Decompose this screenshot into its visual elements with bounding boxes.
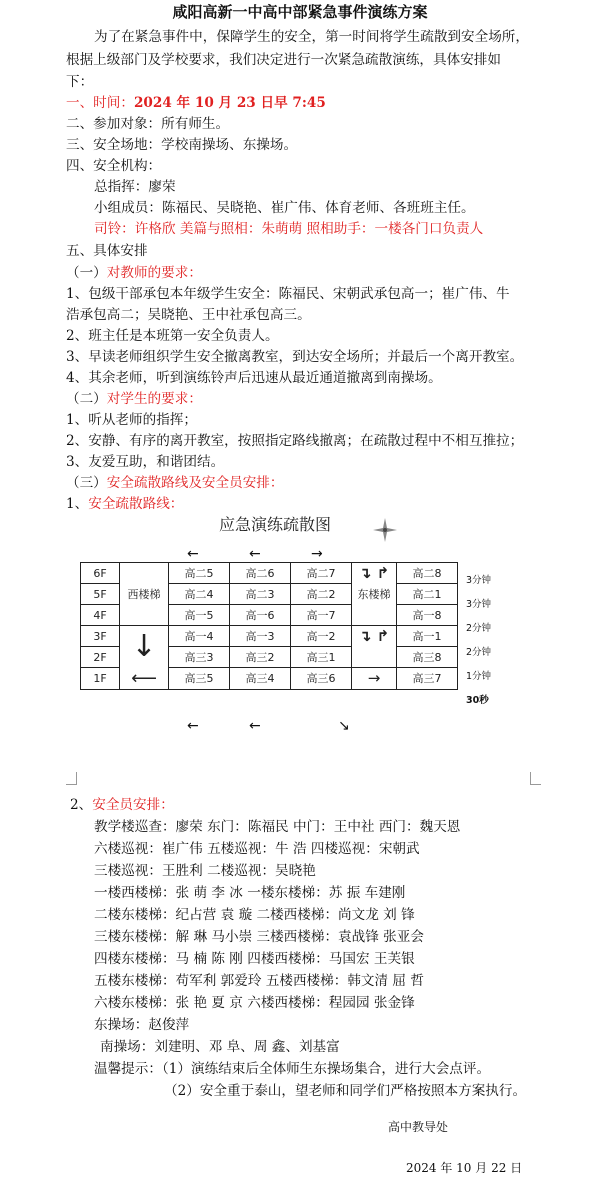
staff-heading [70, 795, 174, 815]
west-stair-upper [120, 563, 169, 626]
classroom: 高一6 [230, 605, 291, 626]
west-exit-cell [120, 668, 169, 690]
east-stair-cell [352, 647, 397, 668]
east-stair-cell [352, 626, 397, 647]
student-req-3: 3、友爱互助，和谐团结。 [66, 454, 225, 470]
patrol-line-2: 六楼巡视：崔广伟 五楼巡视：牛 浩 四楼巡视：宋朝武 [94, 841, 420, 857]
classroom: 高三6 [291, 668, 352, 690]
turn-down-icon: ↴ ↱ [358, 564, 390, 583]
classroom: 高三3 [169, 647, 230, 668]
classroom: 高二2 [291, 584, 352, 605]
evac-time: 1分钟 [466, 671, 492, 682]
east-stair-cell [352, 584, 397, 605]
route-item [66, 494, 183, 514]
route-heading [66, 473, 284, 493]
evac-time: 30秒 [466, 695, 489, 706]
classroom: 高一5 [169, 605, 230, 626]
stair-duty-2: 二楼东楼梯：纪占营 袁 璇 二楼西楼梯：尚文龙 刘 锋 [94, 907, 415, 923]
teacher-requirements-heading [66, 263, 202, 283]
student-heading-text: 对学生的要求： [106, 391, 202, 407]
teacher-heading-number: （一） [66, 265, 107, 281]
stair-duty-5: 五楼东楼梯：苟军利 郭爱玲 五楼西楼梯：韩文清 屈 哲 [94, 973, 424, 989]
page-corner-mark [66, 772, 77, 785]
floor-label: 1F [81, 668, 120, 690]
classroom: 高二8 [397, 563, 458, 584]
classroom: 高一4 [169, 626, 230, 647]
east-field-duty: 东操场：赵俊萍 [94, 1017, 190, 1033]
section-time-label: 一、时间： [66, 95, 134, 111]
intro-line-2: 根据上级部门及学校要求，我们决定进行一次紧急疏散演练，具体安排如 [66, 52, 501, 68]
arrow-left-icon: ← [187, 546, 199, 562]
route-heading-number: （三） [66, 475, 107, 491]
patrol-line-1: 教学楼巡查：廖荣 东门：陈福民 中门：王中社 西门：魏天恩 [94, 819, 461, 835]
intro-line-1: 为了在紧急事件中，保障学生的安全，第一时间将学生疏散到安全场所， [94, 29, 529, 45]
floor-row-1 [81, 668, 458, 690]
stair-duty-4: 四楼东楼梯：马 楠 陈 刚 四楼西楼梯：马国宏 王芙银 [94, 951, 415, 967]
student-requirements-heading [66, 389, 202, 409]
classroom: 高二3 [230, 584, 291, 605]
section-arrangement: 五、具体安排 [66, 243, 148, 259]
arrow-right-icon: → [367, 669, 381, 688]
teacher-req-1b: 浩承包高二；吴晓艳、王中社承包高三。 [66, 307, 311, 323]
floor-plan-table [80, 562, 458, 690]
classroom: 高三8 [397, 647, 458, 668]
section-participants: 二、参加对象：所有师生。 [66, 116, 230, 132]
arrow-left-icon: ← [187, 718, 199, 734]
page-corner-mark [530, 772, 541, 785]
signer: 高中教导处 [388, 1120, 449, 1134]
evac-time: 2分钟 [466, 647, 492, 658]
section-time [66, 93, 326, 113]
evac-time: 3分钟 [466, 575, 492, 586]
classroom: 高二5 [169, 563, 230, 584]
commander: 总指挥：廖荣 [94, 179, 176, 195]
roles-line: 司铃：许格欣 美篇与照相：朱萌萌 照相助手：一楼各门口负责人 [94, 221, 484, 237]
team-members: 小组成员：陈福民、吴晓艳、崔广伟、体育老师、各班班主任。 [94, 200, 475, 216]
document-date: 2024 年 10 月 22 日 [406, 1161, 523, 1175]
floor-row-3 [81, 626, 458, 647]
west-stair-lower [120, 626, 169, 668]
classroom: 高二1 [397, 584, 458, 605]
route-heading-text: 安全疏散路线及安全员安排： [106, 475, 284, 491]
east-stair-cell [352, 605, 397, 626]
classroom: 高一8 [397, 605, 458, 626]
teacher-req-4: 4、其余老师，听到演练铃声后迅速从最近通道撤离到南操场。 [66, 370, 442, 386]
floor-label: 4F [81, 605, 120, 626]
evac-time: 2分钟 [466, 623, 492, 634]
floor-label: 2F [81, 647, 120, 668]
section-venue: 三、安全场地：学校南操场、东操场。 [66, 137, 298, 153]
student-heading-number: （二） [66, 391, 107, 407]
teacher-heading-text: 对教师的要求： [106, 265, 202, 281]
staff-heading-number: 2、 [70, 797, 93, 813]
arrow-down-icon: ↓ [131, 628, 157, 664]
turn-down-icon: ↴ ↱ [358, 627, 390, 646]
classroom: 高二7 [291, 563, 352, 584]
east-exit-cell [352, 668, 397, 690]
student-req-2: 2、安静、有序的离开教室，按照指定路线撤离；在疏散过程中不相互推拉； [66, 433, 524, 449]
arrow-left-icon: ← [249, 546, 261, 562]
section-organization: 四、安全机构： [66, 158, 162, 174]
classroom: 高一1 [397, 626, 458, 647]
stair-duty-3: 三楼东楼梯：解 琳 马小崇 三楼西楼梯：袁战锋 张亚会 [94, 929, 424, 945]
classroom: 高三4 [230, 668, 291, 690]
arrow-left-icon: ← [249, 718, 261, 734]
tip-1: 温馨提示：（1）演练结束后全体师生东操场集合，进行大会点评。 [94, 1061, 491, 1077]
stair-duty-1: 一楼西楼梯：张 萌 李 冰 一楼东楼梯：苏 振 车建刚 [94, 885, 406, 901]
east-stair-label: 东楼梯 [357, 588, 391, 601]
east-stair-cell [352, 563, 397, 584]
classroom: 高三2 [230, 647, 291, 668]
floor-label: 5F [81, 584, 120, 605]
arrow-right-icon: → [311, 546, 323, 562]
teacher-req-3: 3、早读老师组织学生安全撤离教室，到达安全场所；并最后一个离开教室。 [66, 349, 524, 365]
evacuation-diagram [0, 512, 600, 742]
classroom: 高三1 [291, 647, 352, 668]
compass-icon [373, 518, 397, 542]
west-stair-label: 西楼梯 [127, 588, 161, 601]
intro-line-3: 下： [66, 74, 94, 90]
classroom: 高三5 [169, 668, 230, 690]
teacher-req-2: 2、班主任是本班第一安全负责人。 [66, 328, 279, 344]
evac-time: 3分钟 [466, 599, 492, 610]
student-req-1: 1、听从老师的指挥； [66, 412, 197, 428]
document-title: 咸阳高新一中高中部紧急事件演练方案 [172, 3, 428, 21]
floor-label: 6F [81, 563, 120, 584]
patrol-line-3: 三楼巡视：王胜利 二楼巡视：吴晓艳 [94, 863, 316, 879]
classroom: 高二4 [169, 584, 230, 605]
classroom: 高二6 [230, 563, 291, 584]
arrow-left-icon: ⟵ [131, 667, 157, 689]
stair-duty-6: 六楼东楼梯：张 艳 夏 京 六楼西楼梯：程园园 张金锋 [94, 995, 415, 1011]
floor-label: 3F [81, 626, 120, 647]
classroom: 高一2 [291, 626, 352, 647]
classroom: 高一3 [230, 626, 291, 647]
staff-heading-text: 安全员安排： [92, 797, 174, 813]
classroom: 高一7 [291, 605, 352, 626]
route-item-text: 安全疏散路线： [88, 496, 184, 512]
diagram-title: 应急演练疏散图 [218, 515, 331, 534]
teacher-req-1a: 1、包级干部承包本年级学生安全：陈福民、宋朝武承包高一；崔广伟、牛 [66, 286, 510, 302]
route-item-number: 1、 [66, 496, 89, 512]
south-field-duty: 南操场：刘建明、邓 阜、周 鑫、刘基富 [100, 1039, 340, 1055]
classroom: 高三7 [397, 668, 458, 690]
arrow-down-right-icon: ↘ [338, 718, 350, 734]
tip-2: （2）安全重于泰山，望老师和同学们严格按照本方案执行。 [164, 1083, 527, 1099]
drill-time: 2024 年 10 月 23 日早 7:45 [133, 95, 326, 111]
floor-row-6 [81, 563, 458, 584]
